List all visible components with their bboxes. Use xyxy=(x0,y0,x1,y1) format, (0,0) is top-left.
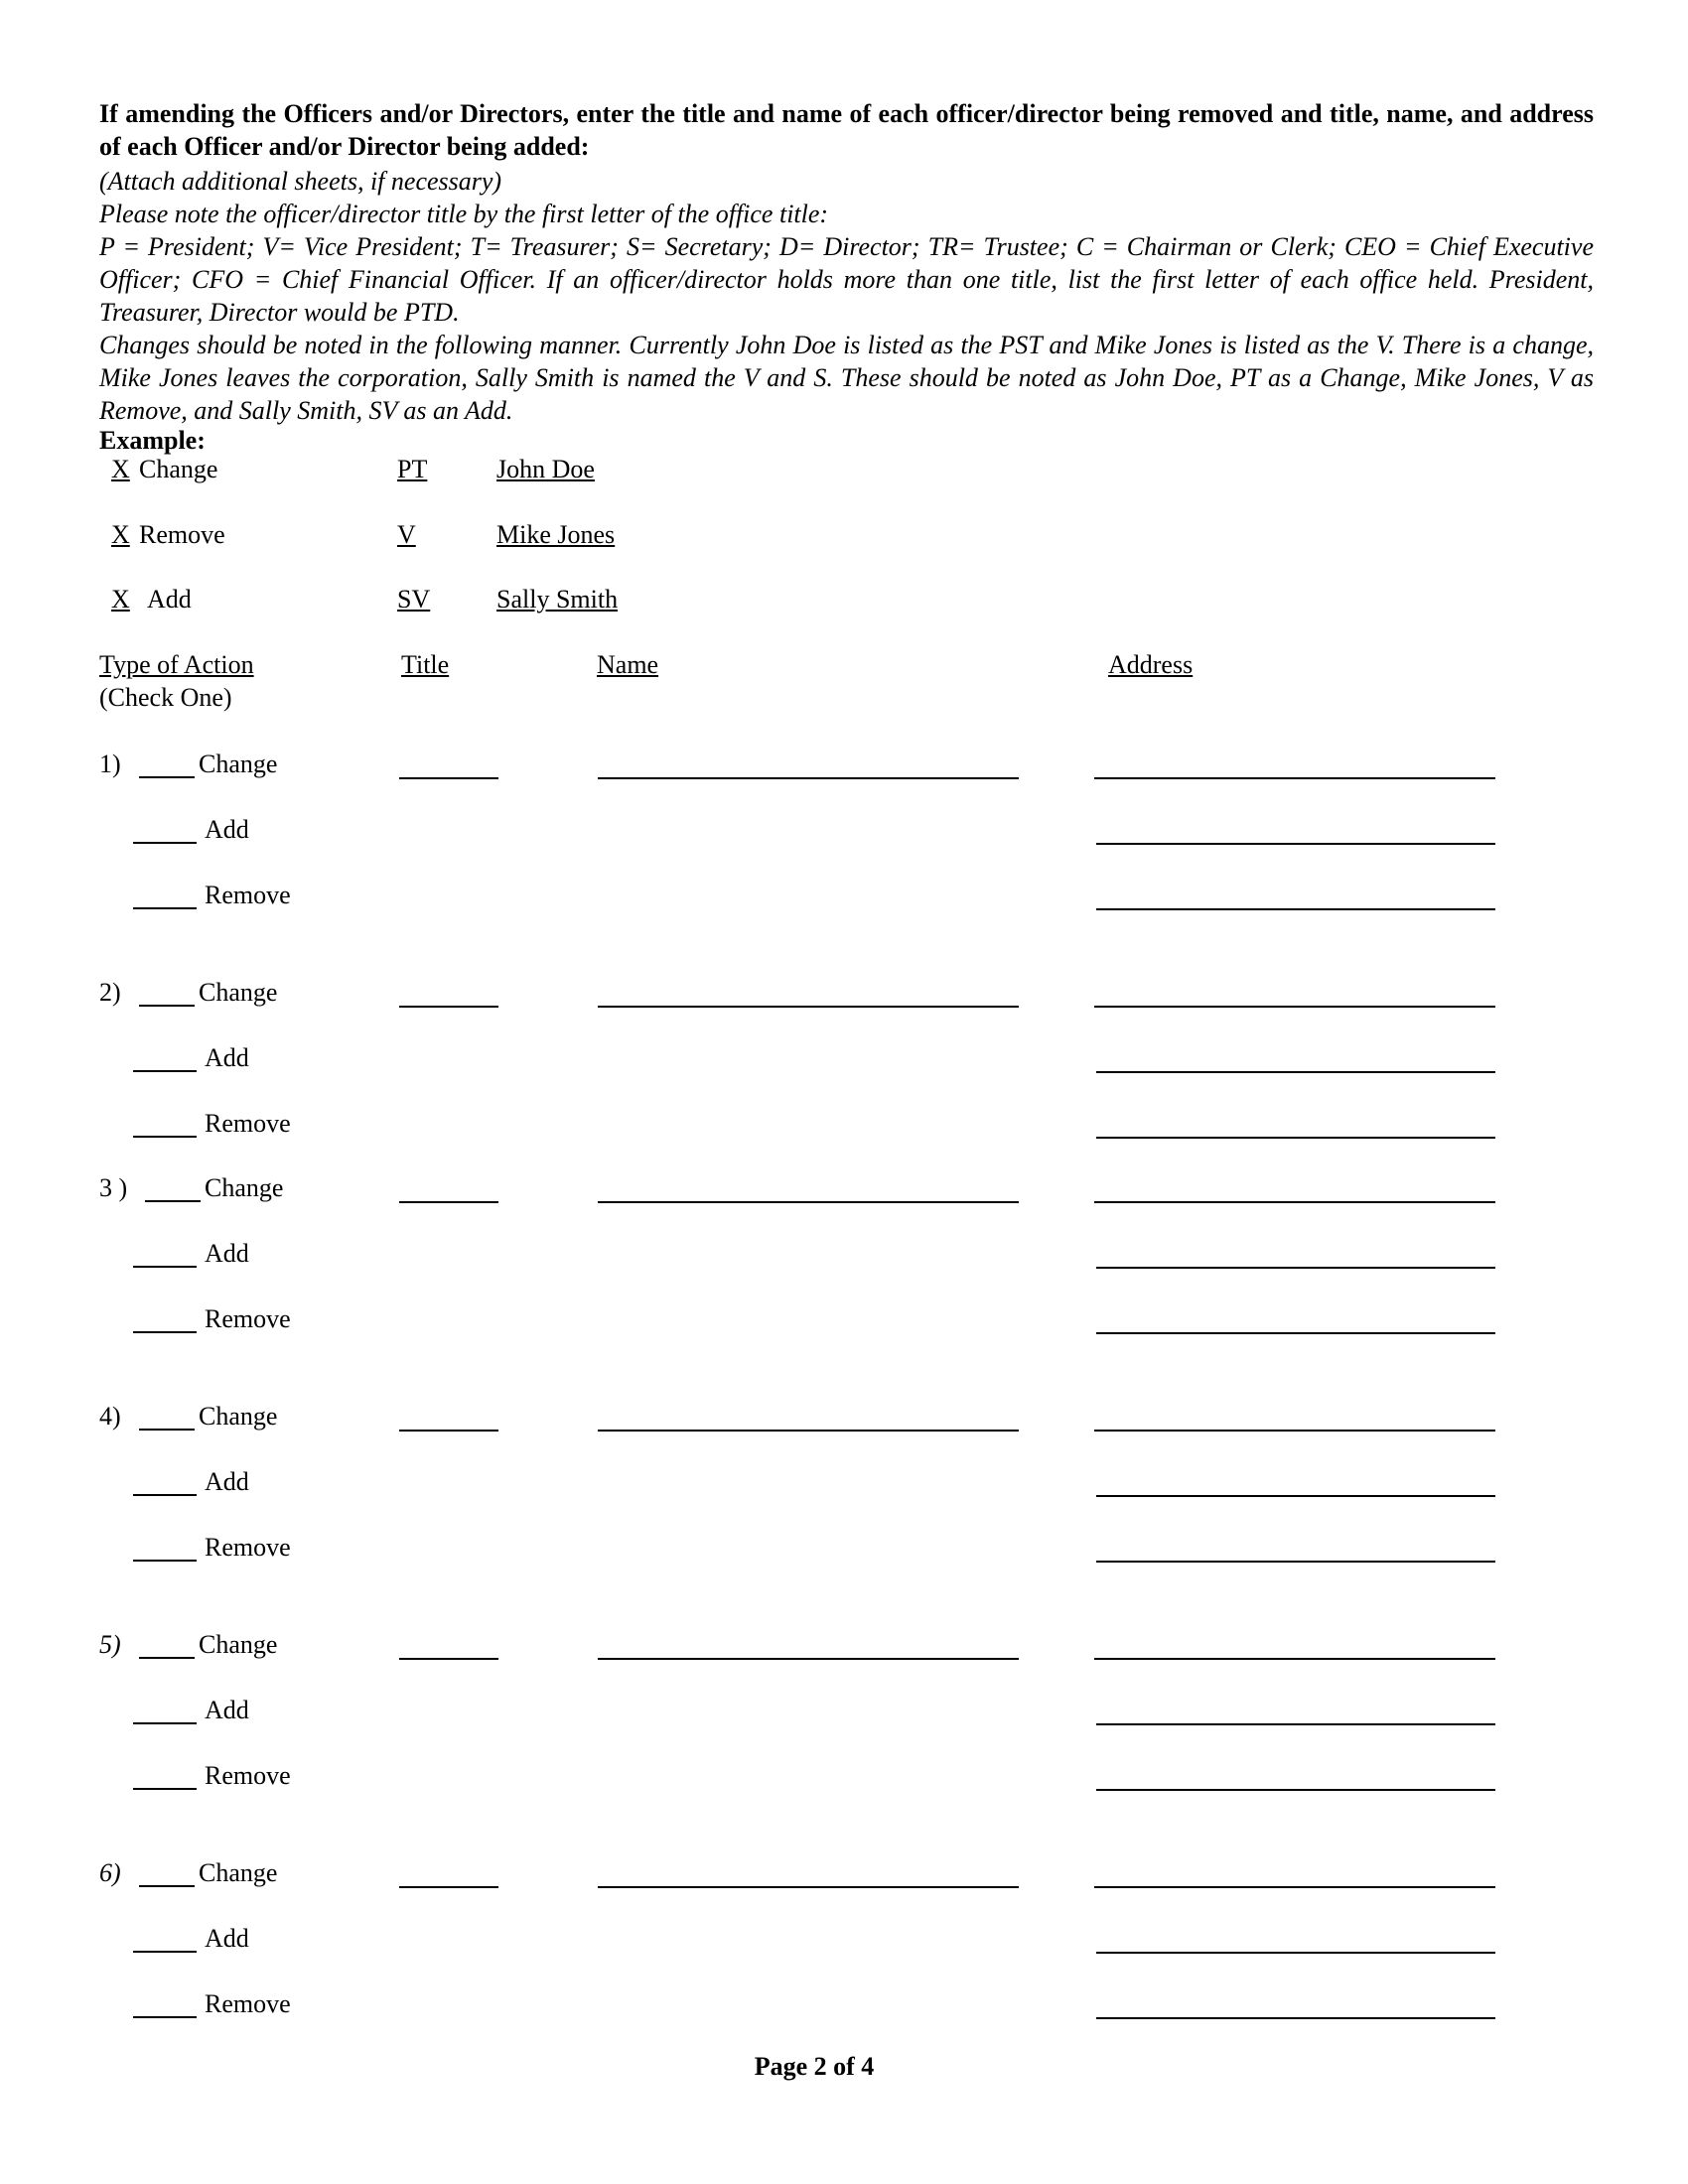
example-name: Sally Smith xyxy=(496,585,619,614)
change-label: Change xyxy=(199,978,278,1007)
title-field[interactable] xyxy=(399,1006,498,1008)
change-label: Change xyxy=(199,1858,278,1887)
entry-number: 6) xyxy=(99,1858,121,1887)
title-field[interactable] xyxy=(399,1430,498,1432)
address-field[interactable] xyxy=(1094,1886,1495,1888)
title-field[interactable] xyxy=(399,1886,498,1888)
title-field[interactable] xyxy=(399,777,498,779)
entry-number: 1) xyxy=(99,750,121,778)
address-field[interactable] xyxy=(1094,1658,1495,1660)
title-field[interactable] xyxy=(399,1658,498,1660)
add-label: Add xyxy=(205,815,249,844)
change-checkbox[interactable] xyxy=(139,1635,195,1659)
name-field[interactable] xyxy=(598,1658,1019,1660)
add-checkbox[interactable] xyxy=(133,1929,197,1953)
example-title: SV xyxy=(397,585,431,614)
add-label: Add xyxy=(205,1696,249,1724)
change-checkbox[interactable] xyxy=(139,1863,195,1887)
remove-label: Remove xyxy=(205,1989,291,2018)
address-field[interactable] xyxy=(1096,1332,1495,1334)
add-label: Add xyxy=(205,1239,249,1268)
example-mark: X xyxy=(111,585,130,614)
title-note: Please note the officer/director title by the first letter of the office title: xyxy=(99,200,829,228)
address-field[interactable] xyxy=(1096,1267,1495,1269)
column-title: Title xyxy=(401,650,450,679)
add-label: Add xyxy=(205,1043,249,1072)
address-field[interactable] xyxy=(1096,1495,1495,1497)
address-field[interactable] xyxy=(1096,2017,1495,2019)
title-codes: P = President; V= Vice President; T= Treasurer; S= Secretary; D= Director; TR= Trustee; C = Chairman or Clerk; CEO = Chief Executive Officer; CFO = Chief Financial Officer. If an officer/director holds more than one title, list the first letter of each office held. President, Treasurer, Director would be PTD. xyxy=(99,232,1594,327)
attach-note: (Attach additional sheets, if necessary) xyxy=(99,167,502,196)
example-label: Example: xyxy=(99,426,206,455)
address-field[interactable] xyxy=(1094,1006,1495,1008)
column-address: Address xyxy=(1108,650,1194,679)
example-mark: X xyxy=(111,455,130,483)
add-checkbox[interactable] xyxy=(133,1472,197,1496)
address-field[interactable] xyxy=(1094,777,1495,779)
remove-checkbox[interactable] xyxy=(133,1538,197,1562)
name-field[interactable] xyxy=(598,1886,1019,1888)
change-label: Change xyxy=(199,1402,278,1431)
column-check-one: (Check One) xyxy=(99,683,232,712)
instructions xyxy=(99,165,1594,427)
address-field[interactable] xyxy=(1096,1723,1495,1725)
address-field[interactable] xyxy=(1096,1071,1495,1073)
change-checkbox[interactable] xyxy=(139,983,195,1007)
example-action: Remove xyxy=(139,520,225,549)
entry-number: 4) xyxy=(99,1402,121,1431)
name-field[interactable] xyxy=(598,777,1019,779)
entry-number: 3 ) xyxy=(99,1173,128,1202)
change-label: Change xyxy=(199,750,278,778)
address-field[interactable] xyxy=(1096,1789,1495,1791)
add-checkbox[interactable] xyxy=(133,820,197,844)
example-name: John Doe xyxy=(496,455,595,483)
example-action: Change xyxy=(139,455,218,483)
column-name: Name xyxy=(597,650,659,679)
example-title: V xyxy=(397,520,416,549)
change-label: Change xyxy=(205,1173,284,1202)
address-field[interactable] xyxy=(1096,908,1495,910)
remove-checkbox[interactable] xyxy=(133,886,197,909)
add-label: Add xyxy=(205,1467,249,1496)
remove-checkbox[interactable] xyxy=(133,1766,197,1790)
add-checkbox[interactable] xyxy=(133,1048,197,1072)
add-checkbox[interactable] xyxy=(133,1244,197,1268)
add-checkbox[interactable] xyxy=(133,1701,197,1724)
remove-label: Remove xyxy=(205,1533,291,1562)
address-field[interactable] xyxy=(1096,1561,1495,1563)
name-field[interactable] xyxy=(598,1006,1019,1008)
address-field[interactable] xyxy=(1096,843,1495,845)
remove-label: Remove xyxy=(205,1109,291,1138)
change-instructions: Changes should be noted in the following manner. Currently John Doe is listed as the PST and Mike Jones is listed as the V. There is a change, Mike Jones leaves the corporation, Sally Smith is named the V and S. These should be noted as John Doe, PT as a Change, Mike Jones, V as Remove, and Sally Smith, SV as an Add. xyxy=(99,331,1594,425)
page-number: Page 2 of 4 xyxy=(754,2052,875,2081)
address-field[interactable] xyxy=(1094,1430,1495,1432)
entry-number: 2) xyxy=(99,978,121,1007)
remove-checkbox[interactable] xyxy=(133,1994,197,2018)
address-field[interactable] xyxy=(1096,1137,1495,1139)
example-mark: X xyxy=(111,520,130,549)
example-action: Add xyxy=(147,585,192,614)
entry-number: 5) xyxy=(99,1630,121,1659)
column-type-of-action: Type of Action xyxy=(99,650,254,679)
name-field[interactable] xyxy=(598,1201,1019,1203)
address-field[interactable] xyxy=(1096,1952,1495,1954)
change-checkbox[interactable] xyxy=(139,754,195,778)
add-label: Add xyxy=(205,1924,249,1953)
section-heading: If amending the Officers and/or Directors, enter the title and name of each officer/director being removed and title, name, and address of each Officer and/or Director being added: xyxy=(99,99,1594,161)
example-name: Mike Jones xyxy=(496,520,616,549)
remove-checkbox[interactable] xyxy=(133,1114,197,1138)
change-checkbox[interactable] xyxy=(139,1407,195,1431)
remove-label: Remove xyxy=(205,1304,291,1333)
example-title: PT xyxy=(397,455,428,483)
change-checkbox[interactable] xyxy=(145,1178,201,1202)
remove-label: Remove xyxy=(205,1761,291,1790)
remove-label: Remove xyxy=(205,881,291,909)
title-field[interactable] xyxy=(399,1201,498,1203)
address-field[interactable] xyxy=(1094,1201,1495,1203)
name-field[interactable] xyxy=(598,1430,1019,1432)
remove-checkbox[interactable] xyxy=(133,1309,197,1333)
change-label: Change xyxy=(199,1630,278,1659)
